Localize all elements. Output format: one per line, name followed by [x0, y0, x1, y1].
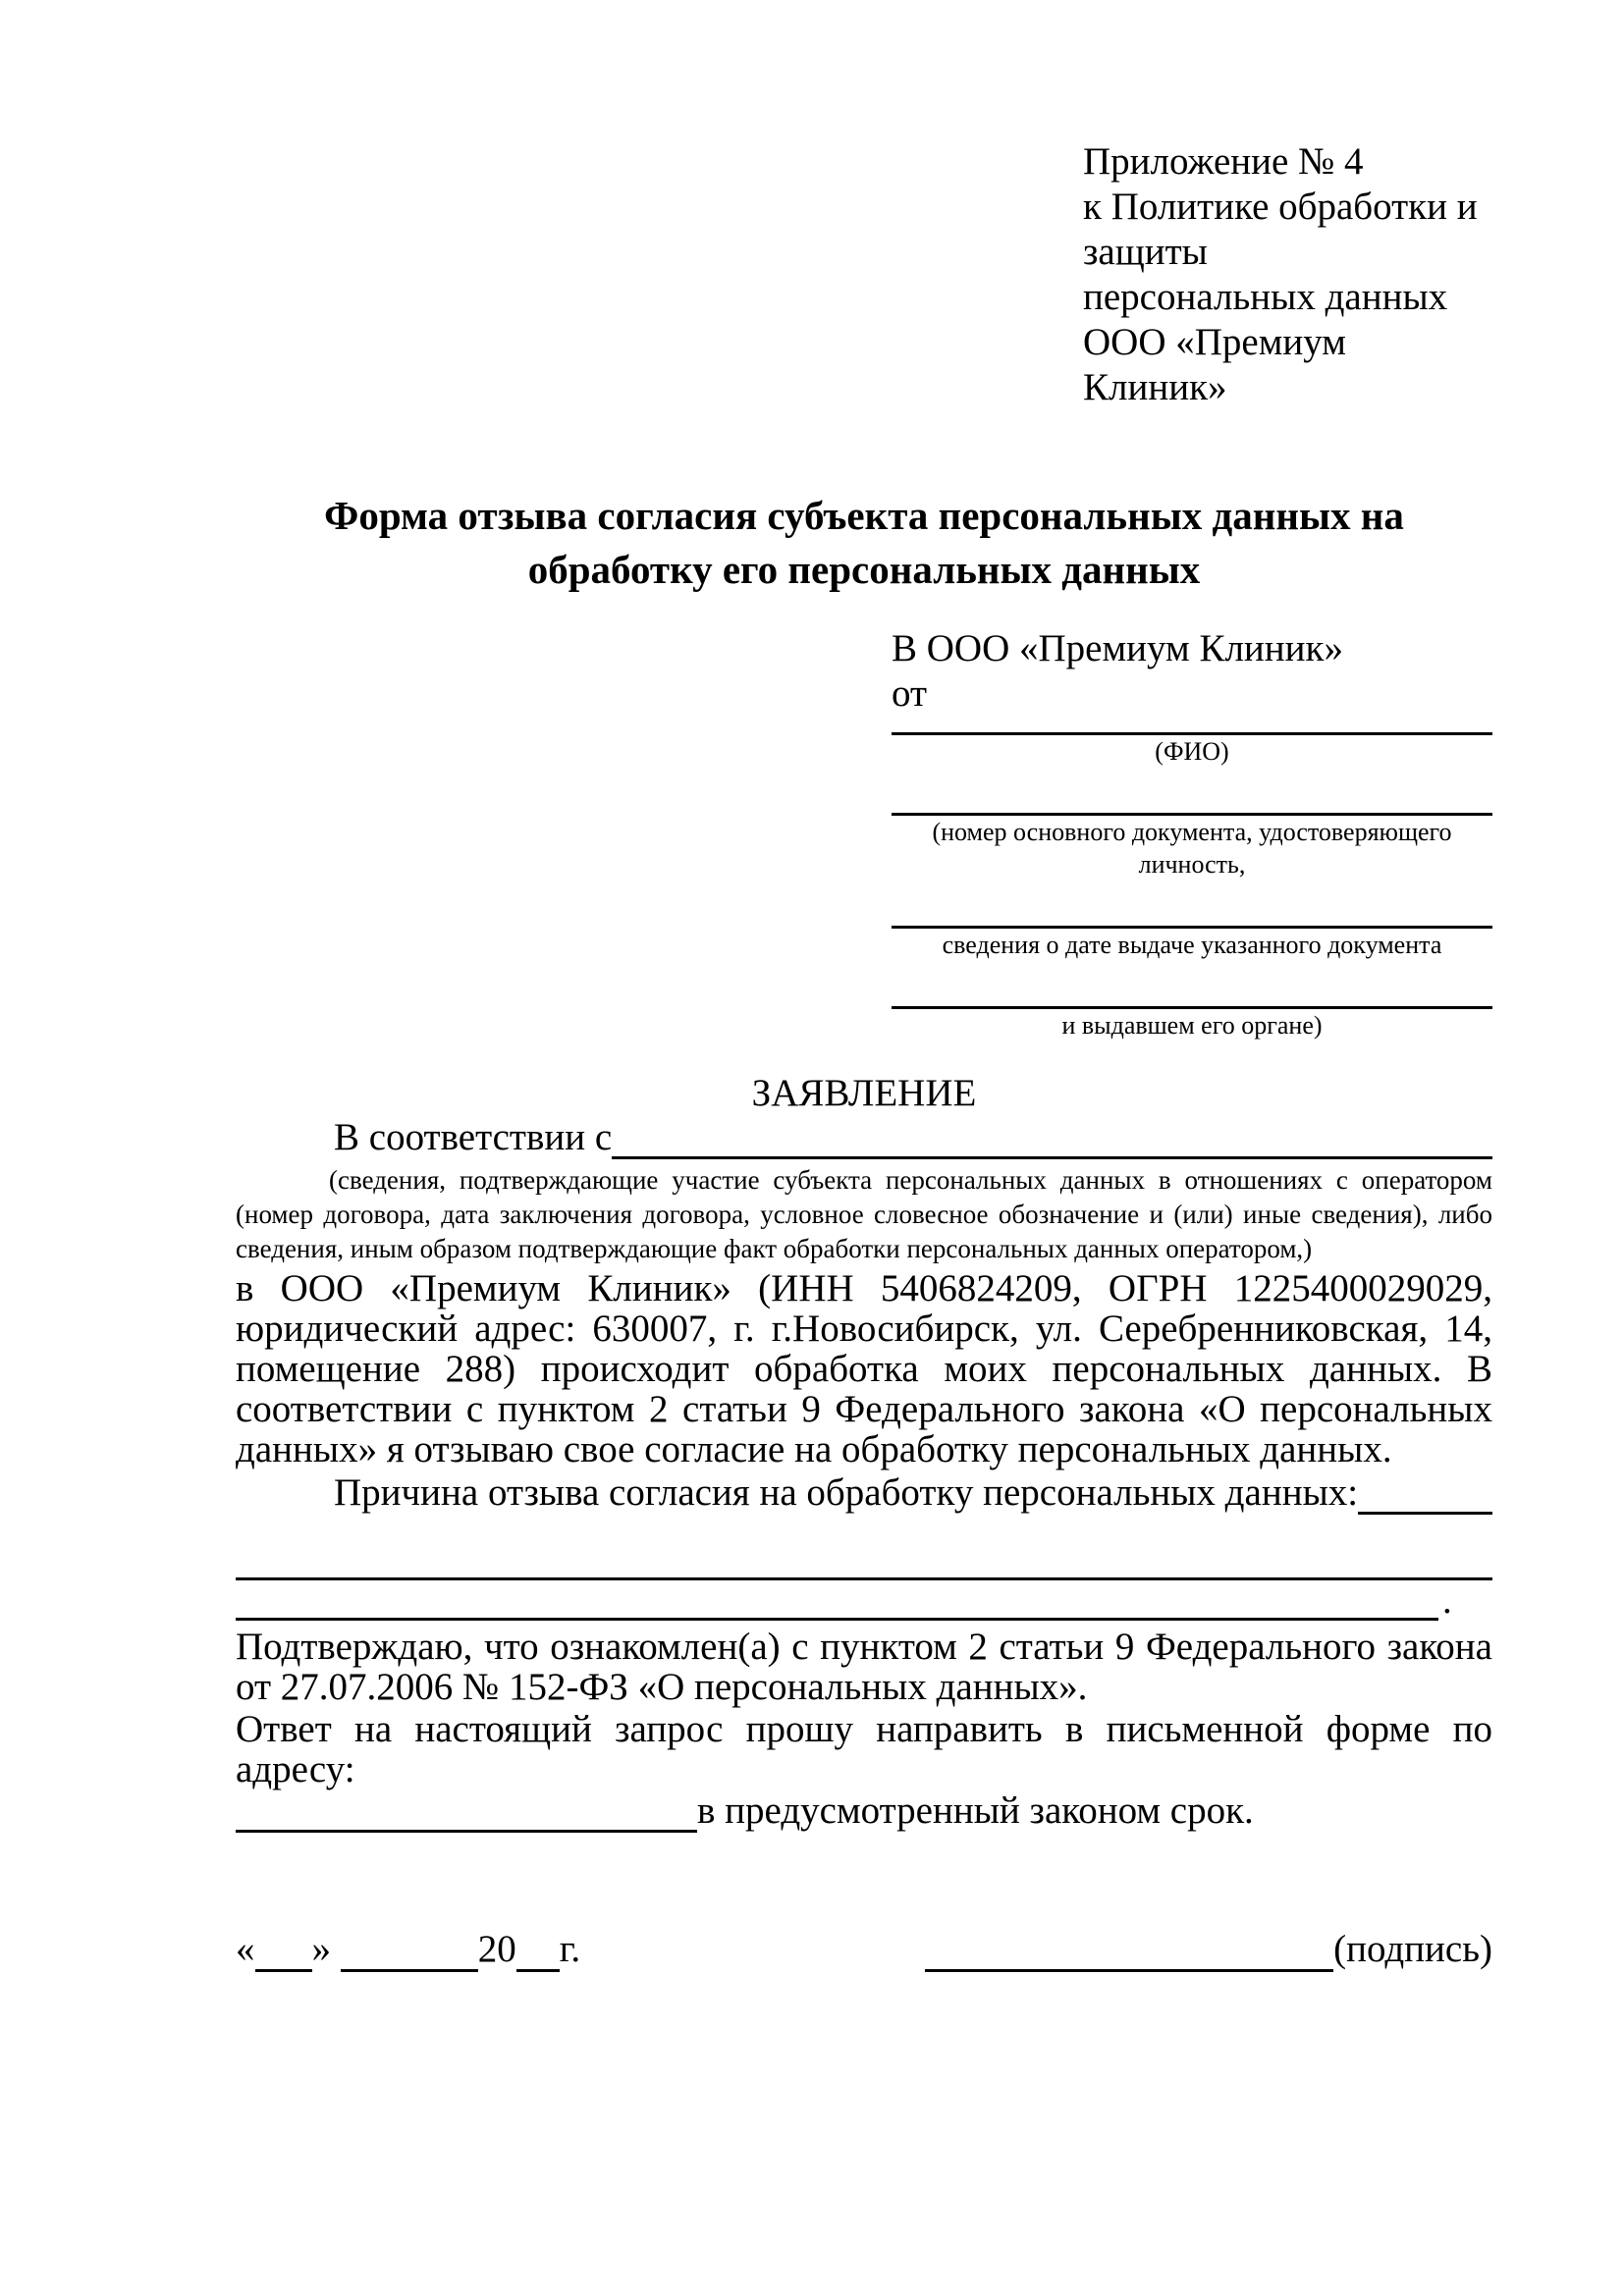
confirmation-paragraph: Подтверждаю, что ознакомлен(а) с пунктом 2 статьи 9 Федерального закона от 27.07.2006 № 152-ФЗ «О персональных данных». [236, 1626, 1492, 1708]
issuing-authority-field [892, 990, 1492, 1041]
reply-request-paragraph: Ответ на настоящий запрос прошу направить в письменной форме по адресу: [236, 1708, 1492, 1790]
issuing-authority-caption: и выдавшем его органе) [1061, 1011, 1323, 1040]
intro-label: В соответствии с [334, 1116, 613, 1158]
reason-blank-line [1358, 1474, 1492, 1515]
date-group [236, 1927, 580, 1972]
date-year-blank [516, 1932, 560, 1972]
document-number-field [892, 797, 1492, 881]
issuing-authority-blank-line [892, 990, 1492, 1009]
reason-blank-line-3 [236, 1580, 1492, 1621]
signature-group [925, 1927, 1492, 1972]
fio-field [892, 717, 1492, 768]
reason-blank-line-2 [236, 1540, 1492, 1580]
intro-blank-line [612, 1119, 1492, 1159]
appendix-line: ООО «Премиум Клиник» [1083, 321, 1346, 408]
fio-caption: (ФИО) [1155, 737, 1229, 766]
reply-address-blank-line [236, 1792, 697, 1833]
document-title: Форма отзыва согласия субъекта персональных данных на обработку его персональных данных [324, 493, 1404, 592]
issue-date-blank-line [892, 910, 1492, 929]
signature-blank-line [925, 1932, 1333, 1972]
signature-caption: (подпись) [1333, 1928, 1492, 1970]
reason-blank-line-3-rule [236, 1580, 1438, 1621]
appendix-line: к Политике обработки и защиты [1083, 186, 1478, 273]
issue-date-caption: сведения о дате выдаче указанного документа [942, 931, 1442, 959]
date-quote-close: » [311, 1928, 331, 1970]
date-year-suffix: г. [559, 1928, 581, 1970]
addressee-block [892, 626, 1492, 1041]
addressee-from: от [892, 672, 928, 715]
document-number-blank-line [892, 797, 1492, 816]
issue-date-field [892, 910, 1492, 961]
fio-blank-line [892, 717, 1492, 735]
reason-line [236, 1471, 1492, 1515]
reason-label: Причина отзыва согласия на обработку персональных данных: [334, 1471, 1359, 1514]
statement-body: в ООО «Премиум Клиник» (ИНН 5406824209, ОГРН 1225400029029, юридический адрес: 630007, г. г.Новосибирск, ул. Серебренниковская, 14, помещение 288) происходит обработка моих персональных данных. В соответствии с пунктом 2 статьи 9 Федерального закона «О персональных данных» я отзываю свое согласие на обработку персональных данных. [236, 1267, 1492, 1470]
statement-heading: ЗАЯВЛЕНИЕ [751, 1072, 977, 1114]
reason-period: . [1442, 1579, 1452, 1622]
date-month-blank [341, 1932, 478, 1972]
date-signature-row [236, 1927, 1492, 1972]
date-year-prefix: 20 [477, 1928, 516, 1970]
addressee-to: В ООО «Премиум Клиник» [892, 627, 1343, 669]
reply-tail: в предусмотренный законом срок. [697, 1789, 1254, 1832]
appendix-line: персональных данных [1083, 276, 1448, 318]
document-number-caption: (номер основного документа, удостоверяющего личность, [932, 818, 1452, 879]
intro-line [236, 1116, 1492, 1159]
date-quote-open: « [236, 1928, 255, 1970]
appendix-header [1083, 139, 1492, 410]
reply-address-line [236, 1789, 1492, 1833]
date-day-blank [255, 1932, 312, 1972]
appendix-line: Приложение № 4 [1083, 140, 1364, 183]
intro-note: (сведения, подтверждающие участие субъекта персональных данных в отношениях с оператором (номер договора, дата заключения договора, условное словесное обозначение и (или) иные сведения), либо сведения, иным образом подтверждающие факт обработки персональных данных оператором,) [236, 1165, 1492, 1263]
